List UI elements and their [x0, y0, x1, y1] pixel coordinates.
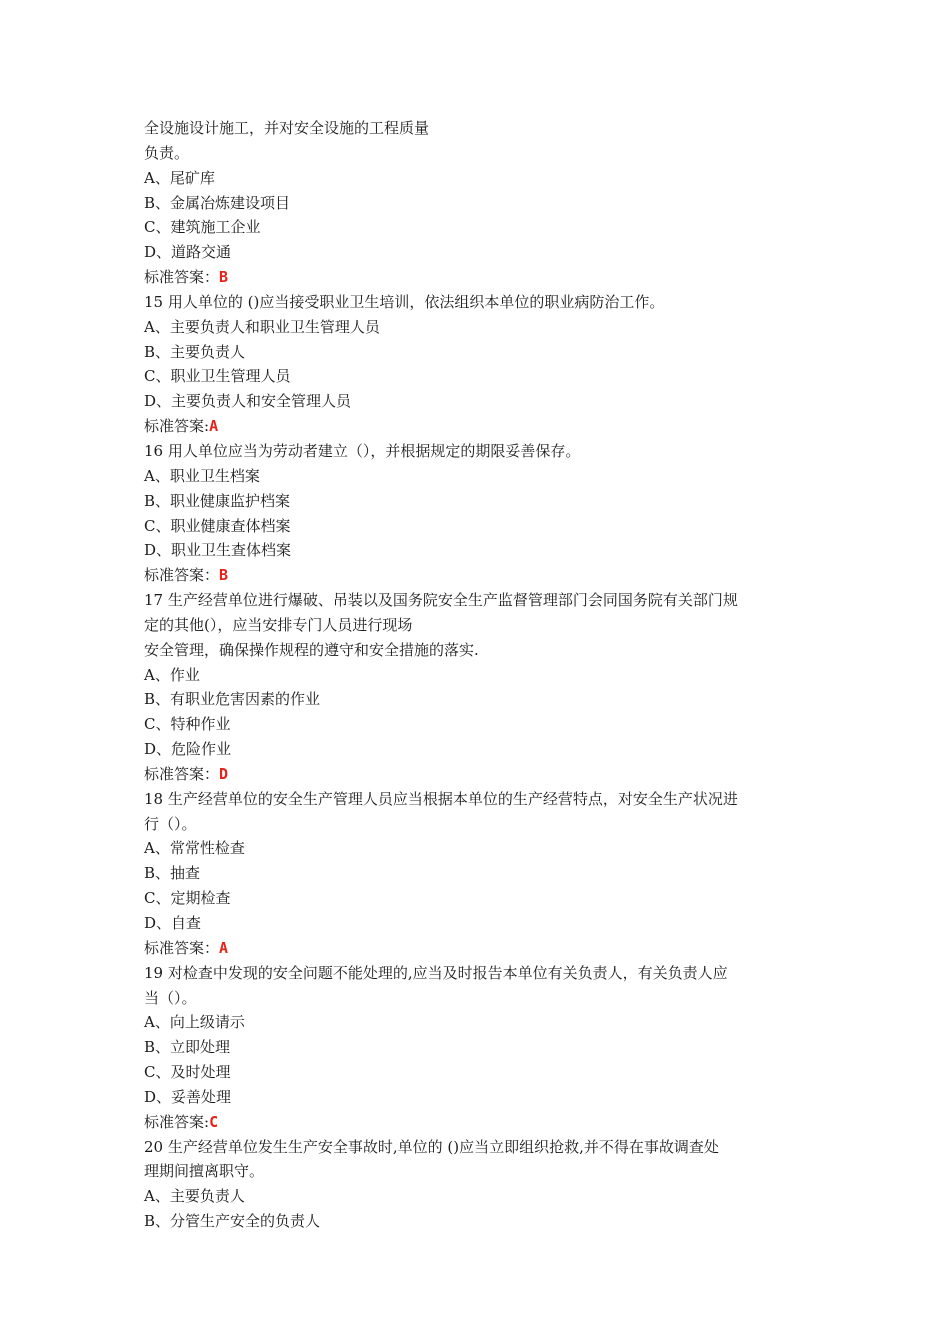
option-a: A、主要负责人: [144, 1187, 245, 1206]
answer-label: 标准答案:: [144, 1112, 210, 1131]
question-16: [144, 439, 814, 588]
question-17: [144, 588, 814, 787]
document-page: [144, 116, 814, 1234]
answer-letter: C: [209, 1112, 219, 1131]
question-text-line: 20 生产经营单位发生生产安全事故时,单位的 ()应当立即组织抢救,并不得在事故调查处: [144, 1137, 719, 1156]
standard-answer: [144, 563, 814, 588]
option-c: C、职业健康查体档案: [144, 516, 291, 535]
question-18: [144, 787, 814, 961]
standard-answer: [144, 265, 814, 290]
question-text-line: 16 用人单位应当为劳动者建立（），并根据规定的期限妥善保存。: [144, 441, 581, 460]
option-d: D、自查: [144, 914, 202, 932]
question-text-line: 19 对检查中发现的安全问题不能处理的,应当及时报告本单位有关负责人，有关负责人应: [144, 963, 728, 982]
answer-letter: B: [219, 566, 229, 585]
answer-letter: B: [219, 268, 229, 287]
answer-label: 标准答案：: [144, 268, 220, 287]
option-c: C、及时处理: [144, 1063, 231, 1082]
option-b: B、立即处理: [144, 1038, 231, 1057]
question-text-line: 行（）。: [144, 814, 197, 833]
option-b: B、金属冶炼建设项目: [144, 193, 291, 212]
question-20: [144, 1135, 814, 1234]
standard-answer: [144, 414, 814, 439]
question-text-line: 全设施设计施工，并对安全设施的工程质量: [144, 119, 430, 137]
option-b: B、主要负责人: [144, 342, 246, 361]
answer-label: 标准答案：: [144, 764, 220, 783]
question-text-line: 当（）。: [144, 988, 197, 1007]
answer-label: 标准答案:: [144, 417, 210, 436]
question-text-line: 安全管理，确保操作规程的遵守和安全措施的落实.: [144, 640, 479, 659]
option-b: B、抽查: [144, 864, 201, 883]
answer-label: 标准答案：: [144, 938, 220, 957]
question-19: [144, 961, 814, 1135]
option-d: D、职业卫生查体档案: [144, 541, 292, 560]
option-d: D、道路交通: [144, 243, 232, 262]
option-c: C、定期检查: [144, 889, 231, 908]
option-d: D、主要负责人和安全管理人员: [144, 392, 352, 411]
answer-label: 标准答案：: [144, 566, 220, 585]
option-a: A、尾矿库: [144, 168, 215, 187]
question-text-line: 理期间擅离职守。: [144, 1162, 265, 1181]
question-text-line: 15 用人单位的 ()应当接受职业卫生培训，依法组织本单位的职业病防治工作。: [144, 292, 665, 311]
option-a: A、作业: [144, 665, 200, 684]
option-a: A、主要负责人和职业卫生管理人员: [144, 317, 380, 336]
question-text-line: 负责。: [144, 143, 190, 162]
standard-answer: [144, 1110, 814, 1135]
option-d: D、危险作业: [144, 740, 232, 759]
question-text-line: 17 生产经营单位进行爆破、吊装以及国务院安全生产监督管理部门会同国务院有关部门规: [144, 591, 738, 610]
option-b: B、分管生产安全的负责人: [144, 1212, 321, 1231]
option-c: C、建筑施工企业: [144, 218, 261, 237]
question-text-line: 18 生产经营单位的安全生产管理人员应当根据本单位的生产经营特点，对安全生产状况进: [144, 789, 738, 808]
option-a: A、职业卫生档案: [144, 466, 260, 485]
question-continued: [144, 116, 814, 290]
answer-letter: A: [209, 417, 219, 436]
option-c: C、特种作业: [144, 715, 231, 734]
answer-letter: A: [219, 938, 229, 957]
option-b: B、职业健康监护档案: [144, 491, 291, 510]
option-c: C、职业卫生管理人员: [144, 367, 291, 386]
question-text-line: 定的其他(），应当安排专门人员进行现场: [144, 615, 413, 634]
question-15: [144, 290, 814, 439]
standard-answer: [144, 936, 814, 961]
standard-answer: [144, 762, 814, 787]
option-d: D、妥善处理: [144, 1087, 232, 1106]
option-b: B、有职业危害因素的作业: [144, 690, 321, 709]
option-a: A、常常性检查: [144, 839, 245, 858]
answer-letter: D: [219, 764, 229, 783]
option-a: A、向上级请示: [144, 1013, 245, 1032]
